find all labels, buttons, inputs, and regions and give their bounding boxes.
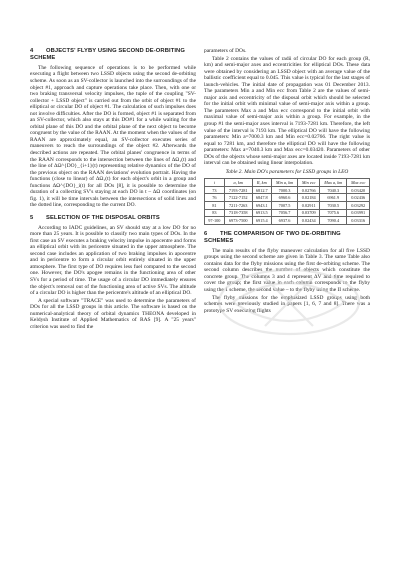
table-cell: 7040.3: [320, 186, 347, 194]
table-cell: 6913.5: [252, 209, 271, 217]
table-cell: 7090.4: [320, 217, 347, 225]
section-4-title: OBJECTS' FLYBY USING SECOND DE-ORBITING SCHEME: [30, 48, 185, 62]
table-cell: 7075.6: [320, 209, 347, 217]
section-5-paragraph-1: According to IADC guidelines, an SV should stay at a low DO for no more than 25 years. It is possible to classify two main types of DOs. In the first case an SV executes a braking velocity impulse in apocentre and forms an elliptical orbit with its pericentre situated in the upper atmosphere. The second case includes an application of two braking impulses in apocentre and in pericentre to form a circular orbit entirely situated in the upper atmosphere. The first type of DO requires less fuel compared to the second one. However, the DO's apogee remains in the functioning area of other SVs for a period of time. The usage of a circular DO immediately ensures the object's removal out of the functioning area of active SVs. The altitude of a circular DO is higher than the pericentre's altitude of an elliptical DO.: [30, 224, 196, 297]
table-cell: 7318-7358: [224, 209, 252, 217]
table-cell: 6937.6: [271, 217, 297, 225]
section-5-paragraph-2: A special software "TRACE" was used to determine the parameters of DOs for all the LSSD groups in this article. The software is based on the numerical-analytical theory of orbital dynamics THEONA developed in Keldysh Institute of Applied Mathematics of RAS [9]. A "25 years" criterion was used to find the: [30, 297, 196, 330]
table-cell: 7000.3: [271, 186, 297, 194]
table-cell: 0.02911: [298, 202, 320, 210]
table-header-cell: Min a, km: [271, 179, 297, 187]
table-cell: 7122-7152: [224, 194, 252, 202]
table-cell: 73: [205, 186, 225, 194]
section-5-number: 5: [30, 214, 34, 221]
table-cell: 76: [205, 194, 225, 202]
table-cell: 6943.1: [252, 202, 271, 210]
continued-paragraph: parameters of DOs.: [204, 48, 247, 54]
table-description-paragraph: Table 2 contains the values of radii of circular DO for each group (R, km) and semi-major axes and eccentricities for elliptical DOs. These data were obtained by considering an LSSD object with an average value of the ballistic coefficient equal to 0.045. This value is typical for the last stages of launch-vehicles. The initial date of propagation was 01 December 2013. The parameters Min a and Min ecc from Table 2 are the values of semi-major axis and eccentricity of the disposal orbit which should be selected for the initial orbit with minimal value of semi-major axis within a group. The parameters Max a and Max ecc correspond to the initial orbit with maximal value of semi-major axis within a group. For example, in the group #1 the semi-major axes interval is 7193-7281 km. Therefore, the left value of the interval is 7193 km. The elliptical DO will have the following parameters: Min a=7000.3 km and Min ecc=0.02766. The right value is equal to 7281 km, and therefore the elliptical DO will have the following parameters: Max a=7040.3 km and Max ecc=0.03420. Parameters of other DOs of the objects whose semi-major axes are located inside 7193-7281 km interval can be obtained using linear interpolation.: [204, 55, 370, 167]
section-4-number: 4: [30, 48, 34, 54]
table-row: [205, 202, 370, 210]
table-cell: 6961.9: [320, 194, 347, 202]
table-cell: 6960.6: [271, 194, 297, 202]
table-row: [205, 186, 370, 194]
table-cell: 0.03991: [347, 209, 370, 217]
right-column: [204, 48, 370, 315]
table-header-row: [205, 179, 370, 187]
table-cell: 7193-7281: [224, 186, 252, 194]
section-5-title: SELECTION OF THE DISPOSAL ORBITS: [46, 214, 160, 221]
table-cell: 0.02766: [298, 186, 320, 194]
section-6-number: 6: [204, 230, 208, 237]
table-cell: 97-100: [205, 217, 225, 225]
section-6-paragraph-1: The main results of the flyby maneuver calculation for all five LSSD groups using the second scheme are given in Table 3. The same Table also contains data for the flyby missions using the first de-orbiting scheme. The second column describes the number of objects which constitute the concrete group. The columns 3 and 4 represent ΔV and time required to cover the group; the first value in each column corresponds to the flyby using the 1 scheme, the second value – to the flyby using the II scheme.: [204, 247, 370, 293]
table-header-cell: a, km: [224, 179, 252, 187]
table-cell: 83: [205, 209, 225, 217]
table-cell: 0.03420: [347, 186, 370, 194]
table-cell: 0.02184: [298, 194, 320, 202]
table-cell: 6915.4: [252, 217, 271, 225]
table-row: [205, 209, 370, 217]
table-header-cell: Max a, km: [320, 179, 347, 187]
table-cell: 7007.5: [271, 202, 297, 210]
table-header-cell: Max ecc: [347, 179, 370, 187]
table-cell: 0.03316: [347, 217, 370, 225]
table-cell: 0.02436: [347, 194, 370, 202]
table-header-cell: R, km: [252, 179, 271, 187]
do-parameters-table: [204, 178, 370, 225]
table-body: [205, 186, 370, 224]
section-6-heading: [204, 231, 370, 245]
section-4-paragraph: The following sequence of operations is to be performed while executing a flight between two LSSD objects using the second de-orbiting scheme. As soon as an SV-collector is launched into the surroundings of the object #1, approach and capture operations take place. Then, with one or two braking transversal velocity impulses, the tuple of the coupling "SV-collector + LSSD object" is carried out from the orbit of object #1 to the elliptical or circular DO of object #1. The calculation of such impulses does not involve difficulties. After the DO is formed, object #1 is separated from an SV-collector, which also stays at this DO#1 for a while waiting for the orbital plane of this DO and the orbital plane of the next object to become congruent by the value of the RAAN. At the moment when the values of the RAAN are approximately equal, an SV-collector executes series of maneuvers to reach the surroundings of the object #2. Afterwards the described actions are repeated. The orbital planes' congruence in terms of the RAAN corresponds to the intersection between the lines of ΔΩ₁(t) and the line of ΔΩ^{DO}_{i+1}(t) representing relative dynamics of the DO of the previous object on the RAAN deviations' evolution portrait. Having the functions (close to linear) of ΔΩ₁(t) for each object's orbit in a group and functions ΔΩ^{DO}_i(t) for all DOs [8], it is possible to determine the duration of a collecting SV's staying at each DO in t – ΔΩ coordinates (on fig. 1), it will be time intervals between the intersections of solid lines and the dotted line, corresponding to the current DO.: [30, 64, 196, 209]
table-cell: 0.02434: [298, 217, 320, 225]
table-cell: 7030.5: [320, 202, 347, 210]
section-4-heading: [30, 48, 196, 62]
section-6-paragraph-2: The flyby missions for the emphasized LSSD groups using both schemes were previously studied in papers [1, 6, 7 and 8]. There was a prototype SV executing flights: [204, 294, 370, 314]
section-6-title: THE COMPARISON OF TWO DE-ORBITING SCHEMES: [204, 230, 341, 245]
table-cell: 0.03292: [347, 202, 370, 210]
section-5-heading: [30, 215, 196, 222]
table-row: [205, 194, 370, 202]
table-cell: 6812.7: [252, 186, 271, 194]
table-header-cell: i: [205, 179, 225, 187]
table-cell: 7211-7263: [224, 202, 252, 210]
table-cell: 0.03709: [298, 209, 320, 217]
table-cell: 6973-7500: [224, 217, 252, 225]
table-cell: 7056.7: [271, 209, 297, 217]
table-cell: 6847.8: [252, 194, 271, 202]
left-column: [30, 48, 196, 331]
table-cell: 81: [205, 202, 225, 210]
table-2-caption: Table 2. Main DO's parameters for LSSD groups in LEO: [225, 168, 349, 175]
table-row: [205, 217, 370, 225]
table-header-cell: Min ecc: [298, 179, 320, 187]
